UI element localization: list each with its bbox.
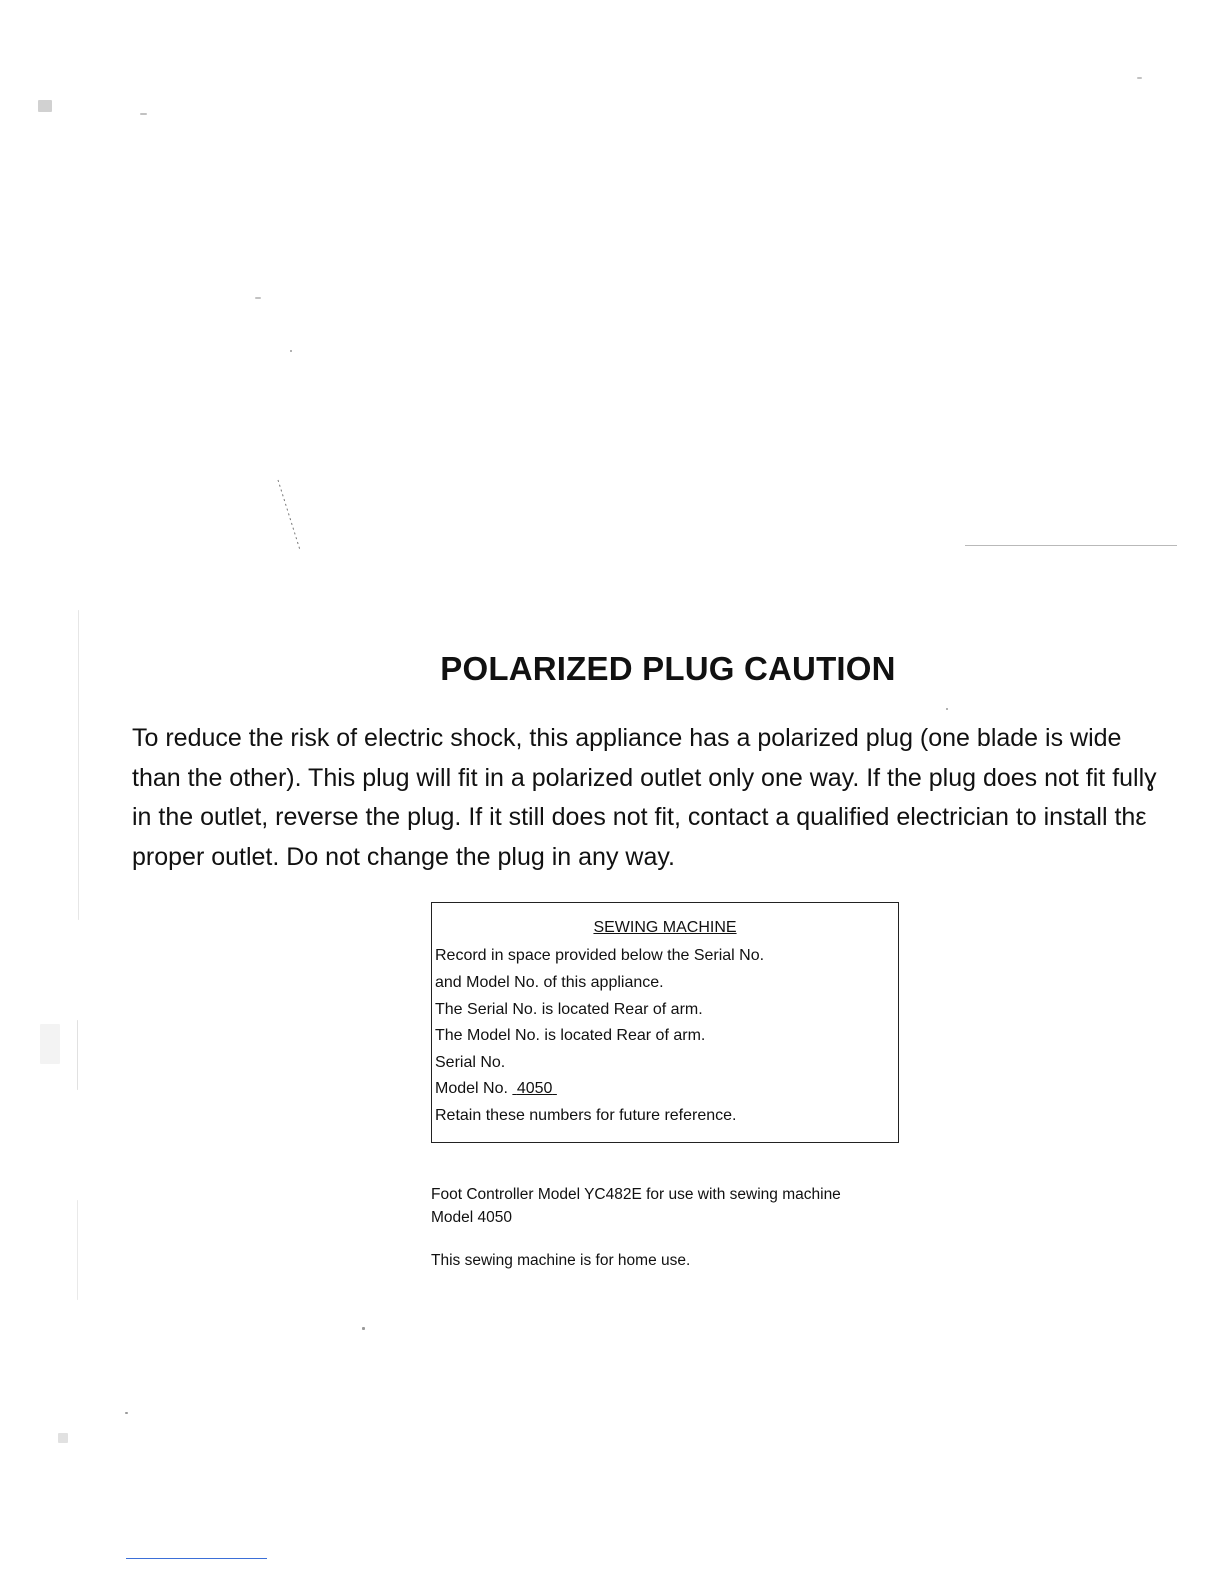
model-number-value: 4050 xyxy=(516,1080,553,1097)
home-use-note: This sewing machine is for home use. xyxy=(431,1252,691,1269)
scan-speck xyxy=(125,1412,128,1414)
page-title: POLARIZED PLUG CAUTION xyxy=(440,650,896,687)
scan-speck xyxy=(1137,77,1142,79)
footer-rule xyxy=(126,1558,267,1559)
caution-text-line: in the outlet, reverse the plug. If it still does not fit, contact a qualified electrician to install thε xyxy=(132,803,1147,831)
serial-number-label: Serial No. xyxy=(435,1054,506,1071)
scan-speck xyxy=(140,113,147,115)
scan-speck xyxy=(255,297,261,299)
scan-stroke xyxy=(270,478,310,558)
retain-note: Retain these numbers for future reference. xyxy=(435,1107,737,1124)
model-number-row xyxy=(435,1080,557,1098)
scan-speck xyxy=(362,1327,365,1330)
scan-speck xyxy=(946,708,948,710)
record-box-heading: SEWING MACHINE xyxy=(593,919,737,936)
serial-record-box xyxy=(431,902,899,1143)
scan-speck xyxy=(290,350,292,352)
scan-speck xyxy=(58,1433,68,1443)
scan-speck xyxy=(40,1024,60,1064)
foot-controller-model: Model 4050 xyxy=(431,1209,513,1226)
record-box-line: Record in space provided below the Serial No. xyxy=(435,947,765,964)
caution-text-line: To reduce the risk of electric shock, this appliance has a polarized plug (one blade is wide xyxy=(132,724,1122,752)
record-box-line: The Serial No. is located Rear of arm. xyxy=(435,1001,703,1018)
scan-speck xyxy=(77,1020,78,1090)
model-number-label: Model No. xyxy=(435,1080,508,1097)
record-box-line: and Model No. of this appliance. xyxy=(435,974,664,991)
scan-line xyxy=(965,545,1177,546)
caution-text-line: than the other). This plug will fit in a polarized outlet only one way. If the plug does not fit fullɣ xyxy=(132,764,1157,792)
foot-controller-note: Foot Controller Model YC482E for use with sewing machine xyxy=(431,1186,841,1203)
scan-speck xyxy=(77,1200,78,1300)
record-box-line: The Model No. is located Rear of arm. xyxy=(435,1027,706,1044)
scan-speck xyxy=(38,100,52,112)
caution-text-line: proper outlet. Do not change the plug in any way. xyxy=(132,843,675,871)
